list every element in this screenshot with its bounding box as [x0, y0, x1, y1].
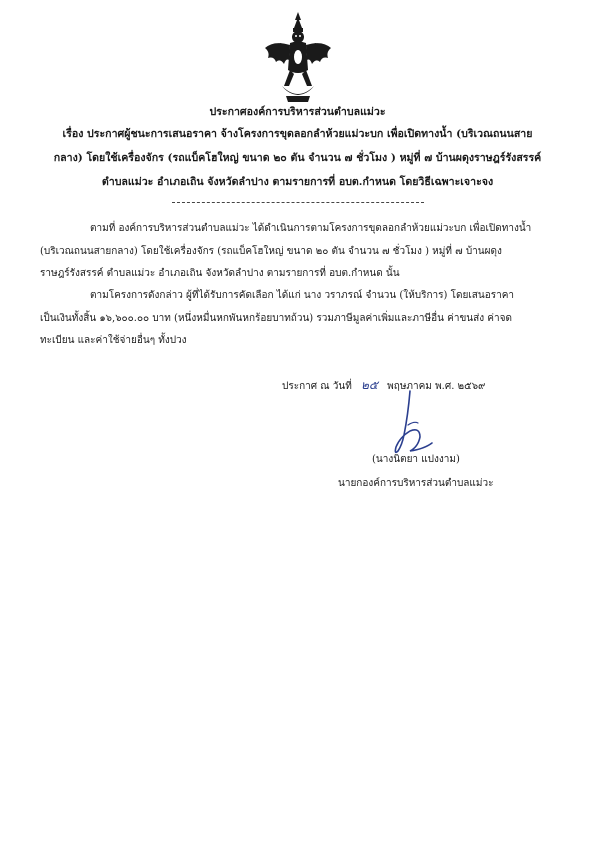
dateline-month-year: พฤษภาคม พ.ศ. ๒๕๖๙ [387, 381, 486, 392]
signatory-title: นายกองค์การบริหารส่วนตำบลแม่วะ [338, 478, 494, 489]
paragraph-2-line-2: เป็นเงินทั้งสิ้น ๑๖,๖๐๐.๐๐ บาท (หนึ่งหมื่นหกพันหกร้อยบาทถ้วน) รวมภาษีมูลค่าเพิ่มและภาษีอื่น ค่าขนส่ง ค่าจด [40, 313, 512, 324]
subject-line-1: เรื่อง ประกาศผู้ชนะการเสนอราคา จ้างโครงการขุดลอกลำห้วยแม่วะบก เพื่อเปิดทางน้ำ (บริเวณถนนสาย [62, 128, 533, 140]
paragraph-1-line-2: (บริเวณถนนสายกลาง) โดยใช้เครื่องจักร (รถแบ็คโฮใหญ่ ขนาด ๒๐ ตัน จำนวน ๗ ชั่วโมง ) หมู่ที่ ๗ บ้านผดุง [40, 246, 502, 257]
paragraph-2-line-3: ทะเบียน และค่าใช้จ่ายอื่นๆ ทั้งปวง [40, 335, 187, 346]
paragraph-1-line-3: ราษฎร์รังสรรค์ ตำบลแม่วะ อำเภอเถิน จังหวัดลำปาง ตามรายการที่ อบต.กำหนด นั้น [40, 268, 400, 279]
paragraph-1-line-1: ตามที่ องค์การบริหารส่วนตำบลแม่วะ ได้ดำเนินการตามโครงการขุดลอกลำห้วยแม่วะบก เพื่อเปิดทางน้ำ [90, 223, 532, 234]
garuda-emblem-icon [262, 10, 334, 105]
dateline-prefix: ประกาศ ณ วันที่ [282, 381, 352, 392]
org-announcement-title: ประกาศองค์การบริหารส่วนตำบลแม่วะ [209, 106, 386, 118]
subject-line-2: กลาง) โดยใช้เครื่องจักร (รถแบ็คโฮใหญ่ ขนาด ๒๐ ตัน จำนวน ๗ ชั่วโมง ) หมู่ที่ ๗ บ้านผดุงราษฎร์รังสรรค์ [53, 152, 542, 164]
subject-line-3: ตำบลแม่วะ อำเภอเถิน จังหวัดลำปาง ตามรายการที่ อบต.กำหนด โดยวิธีเฉพาะเจาะจง [101, 176, 494, 188]
signatory-name: (นางนิตยา แปงงาม) [372, 454, 460, 465]
paragraph-2-line-1: ตามโครงการดังกล่าว ผู้ที่ได้รับการคัดเลือก ได้แก่ นาง วราภรณ์ จำนวน (ให้บริการ) โดยเสนอราคา [90, 290, 514, 301]
dateline-day: ๒๕ [360, 378, 378, 392]
divider-dashed [172, 202, 424, 203]
